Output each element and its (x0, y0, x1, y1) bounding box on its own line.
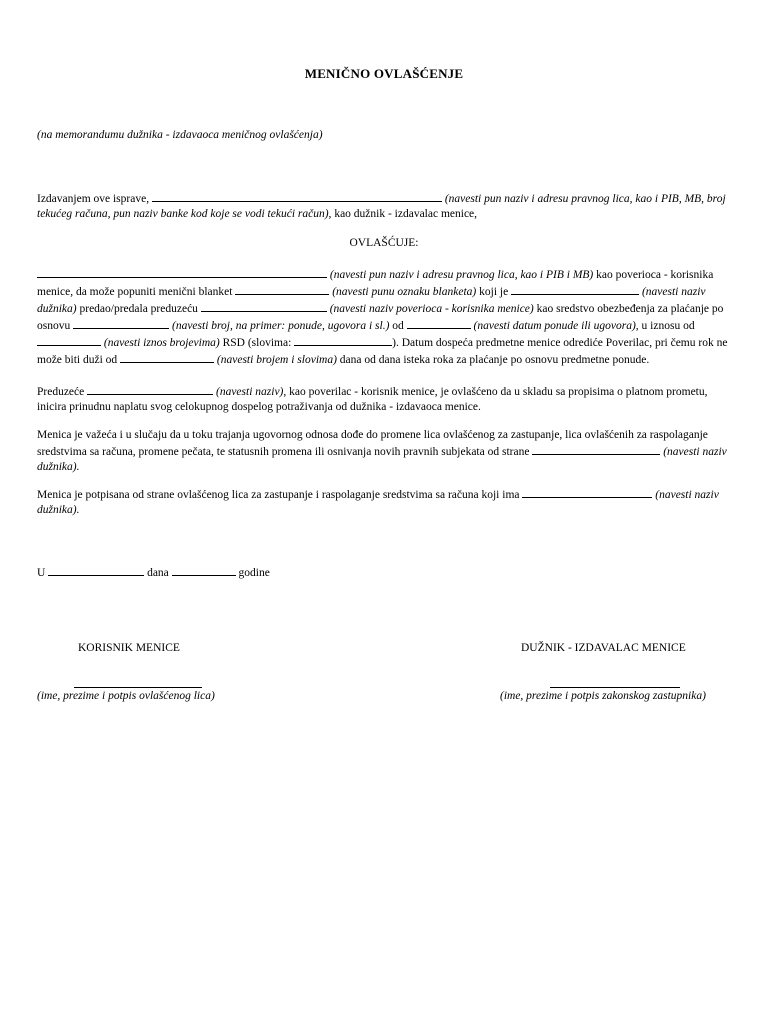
day-blank[interactable] (172, 564, 236, 576)
company-blank[interactable] (201, 300, 327, 312)
basis-text: kao sredstvo obezbeđenja za plaćanje po osnovu (37, 303, 724, 332)
place-date-line (37, 564, 731, 581)
basis-hint: (navesti broj, na primer: ponude, ugovora i sl.) (171, 320, 390, 332)
which-text: koji je (476, 286, 512, 298)
day-label: dana (144, 567, 172, 579)
amount-text: , u iznosu od (635, 320, 695, 332)
issuer-hint: (navesti pun naziv i adresu pravnog lica, kao i PIB, MB, broj tekućeg računa, pun naziv banke kod koje se vodi tekući račun), (37, 193, 726, 220)
issuer-role: kao dužnik - izdavalac menice, (331, 208, 478, 220)
creditor-name-blank[interactable] (87, 383, 213, 395)
paragraph-creditor (37, 383, 731, 415)
blanket-text: kao poverioca - korisnika menice, da može popuniti menični blanket (37, 269, 714, 298)
from-text: od (389, 320, 407, 332)
signed-text: Menica je potpisana od strane ovlašćenog lica za zastupanje i raspolaganje sredstvima sa računa koji ima (37, 489, 523, 501)
date-blank[interactable] (407, 317, 471, 329)
amount-hint: (navesti iznos brojevima) (103, 337, 220, 349)
creditor-text: , kao poverilac - korisnik menice, je ovlašćeno da u skladu sa propisima o platnom prometu, inicira prinudnu naplatu svog celokupnog dospelog potraživanja od dužnika - izdavaoca menice. (37, 386, 708, 413)
debtor-hint: (navesti naziv dužnika) (37, 286, 706, 315)
days-hint: (navesti brojem i slovima) (216, 354, 337, 366)
words-text: RSD (slovima: (219, 337, 295, 349)
memorandum-note: (na memorandumu dužnika - izdavaoca meničnog ovlašćenja) (37, 129, 323, 141)
debtor-signature-note: (ime, prezime i potpis zakonskog zastupnika) (500, 690, 706, 702)
paragraph-validity (37, 428, 731, 475)
blanket-hint: (navesti punu oznaku blanketa) (332, 286, 477, 298)
place-label: U (37, 567, 49, 579)
creditor-hint: (navesti pun naziv i adresu pravnog lica, kao i PIB i MB) (329, 269, 594, 281)
creditor-name-hint: (navesti naziv) (216, 386, 284, 398)
issuer-intro: Izdavanjem ove isprave, (37, 193, 152, 205)
debtor-signature-heading: DUŽNIK - IZDAVALAC MENICE (521, 642, 686, 654)
creditor-blank[interactable] (37, 266, 327, 278)
paragraph-authorization (37, 266, 731, 368)
document-title: MENIČNO OVLAŠĆENJE (304, 66, 464, 81)
words-blank[interactable] (294, 334, 392, 346)
creditor-signature-note: (ime, prezime i potpis ovlašćenog lica) (37, 690, 215, 702)
debtor-blank[interactable] (511, 283, 639, 295)
year-label: godine (235, 567, 270, 579)
creditor-signature-line[interactable] (74, 686, 202, 688)
company-hint: (navesti naziv poverioca - korisnika menice) (329, 303, 534, 315)
signed-hint: (navesti naziv dužnika). (37, 489, 719, 516)
company-text: predao/predala preduzeću (76, 303, 201, 315)
validity-text: Menica je važeća i u slučaju da u toku trajanja ugovornog odnosa dođe do promene lica ovlašćenog za zastupanje, lica ovlašćenih za raspolaganje sredstvima sa računa, promene pečata, te statusnih promena ili osnivanja novih pravnih subjekata od strane (37, 429, 708, 458)
date-hint: (navesti datum ponude ili ugovora) (473, 320, 636, 332)
blanket-blank[interactable] (235, 283, 329, 295)
issuer-blank[interactable] (152, 190, 442, 202)
debtor-signature-line[interactable] (550, 686, 680, 688)
validity-blank[interactable] (532, 443, 660, 455)
signed-blank[interactable] (522, 486, 652, 498)
days-blank[interactable] (120, 351, 214, 363)
creditor-signature-heading: KORISNIK MENICE (78, 642, 180, 654)
validity-hint: (navesti naziv dužnika). (37, 446, 727, 473)
authorizes-heading: OVLAŠĆUJE: (349, 237, 419, 249)
creditor-intro: Preduzeće (37, 386, 88, 398)
paragraph-signed (37, 486, 731, 518)
due-text: ). Datum dospeća predmetne menice odrediće Poverilac, pri čemu rok ne može biti duži od (37, 337, 728, 366)
basis-blank[interactable] (73, 317, 169, 329)
days-text: dana od dana isteka roka za plaćanje po osnovu predmetne ponude. (336, 354, 650, 366)
paragraph-issuer (37, 190, 731, 222)
place-blank[interactable] (48, 564, 144, 576)
amount-blank[interactable] (37, 334, 101, 346)
